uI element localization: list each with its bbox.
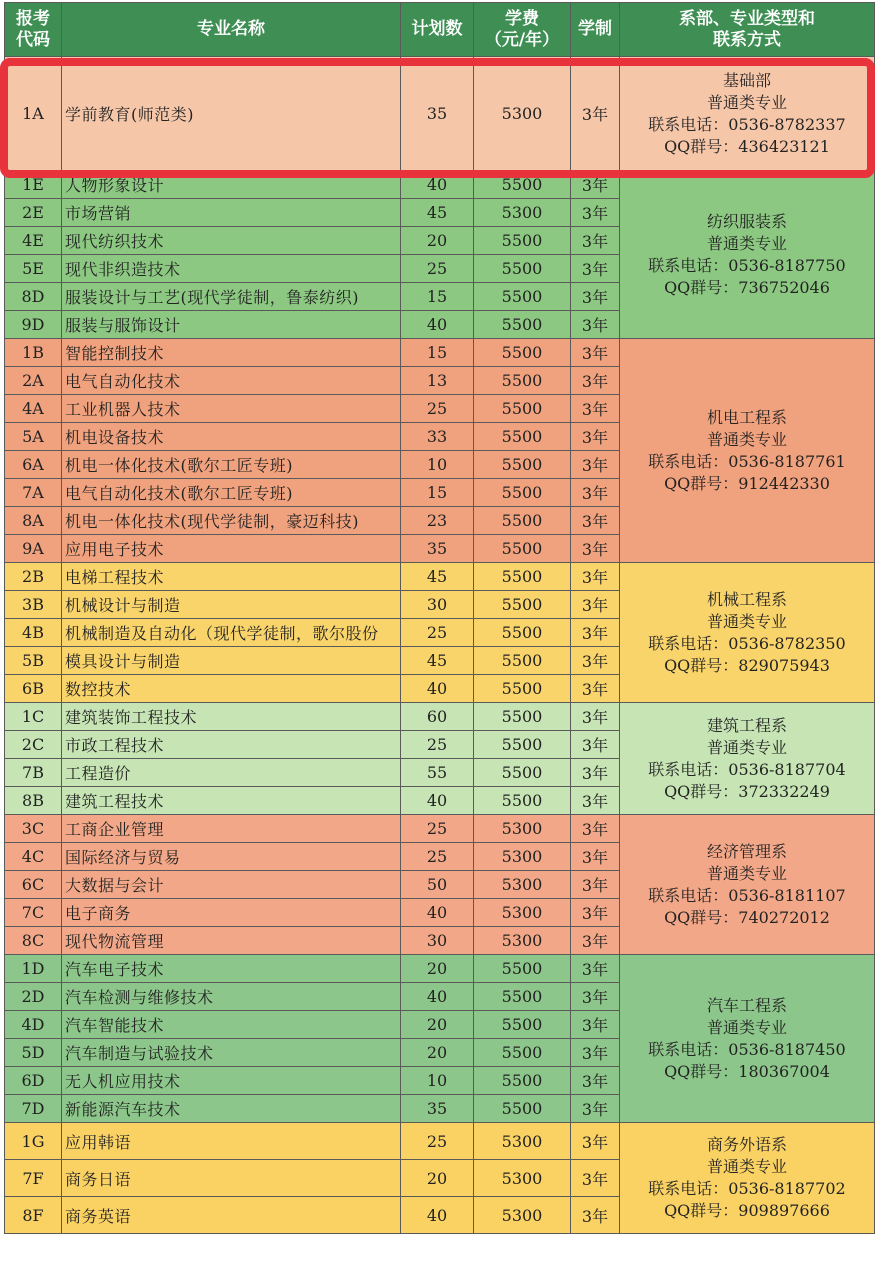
major-name: 工商企业管理 [62, 815, 401, 843]
tuition-fee: 5500 [474, 955, 571, 983]
admission-plan-table [4, 2, 875, 1234]
study-years: 3年 [571, 1067, 620, 1095]
table-row [5, 57, 875, 171]
department-name: 机电工程系 [706, 407, 787, 427]
header-fee [474, 3, 571, 57]
study-years: 3年 [571, 1197, 620, 1234]
major-code: 2D [5, 983, 62, 1011]
plan-count: 20 [401, 955, 474, 983]
study-years: 3年 [571, 983, 620, 1011]
tuition-fee: 5500 [474, 1095, 571, 1123]
plan-count: 25 [401, 731, 474, 759]
department-phone: 联系电话：0536-8187704 [648, 759, 846, 779]
plan-count: 40 [401, 675, 474, 703]
header-years: 学制 [571, 3, 620, 57]
department-name: 商务外语系 [706, 1135, 787, 1154]
table-row [5, 339, 875, 367]
major-code: 7A [5, 479, 62, 507]
major-name: 机电设备技术 [62, 423, 401, 451]
study-years: 3年 [571, 57, 620, 171]
table-body [5, 57, 875, 1234]
major-code: 1D [5, 955, 62, 983]
plan-count: 10 [401, 451, 474, 479]
study-years: 3年 [571, 451, 620, 479]
plan-count: 20 [401, 1160, 474, 1197]
department-info [620, 563, 875, 703]
department-phone: 联系电话：0536-8187450 [648, 1039, 846, 1059]
department-phone: 联系电话：0536-8187761 [648, 451, 846, 471]
plan-count: 25 [401, 815, 474, 843]
plan-count: 20 [401, 1039, 474, 1067]
major-name: 大数据与会计 [62, 871, 401, 899]
major-name: 服装设计与工艺(现代学徒制，鲁泰纺织) [62, 283, 401, 311]
major-name: 商务日语 [62, 1160, 401, 1197]
study-years: 3年 [571, 647, 620, 675]
plan-count: 35 [401, 57, 474, 171]
plan-count: 20 [401, 227, 474, 255]
major-name: 汽车制造与试验技术 [62, 1039, 401, 1067]
major-name: 新能源汽车技术 [62, 1095, 401, 1123]
department-type: 普通类专业 [706, 233, 787, 253]
tuition-fee: 5500 [474, 591, 571, 619]
study-years: 3年 [571, 871, 620, 899]
major-name: 数控技术 [62, 675, 401, 703]
tuition-fee: 5500 [474, 367, 571, 395]
department-type: 普通类专业 [706, 611, 787, 631]
department-name: 机械工程系 [706, 589, 787, 609]
major-name: 应用电子技术 [62, 535, 401, 563]
department-name: 经济管理系 [706, 841, 787, 861]
major-code: 2E [5, 199, 62, 227]
tuition-fee: 5500 [474, 395, 571, 423]
plan-count: 23 [401, 507, 474, 535]
major-name: 建筑工程技术 [62, 787, 401, 815]
study-years: 3年 [571, 507, 620, 535]
tuition-fee: 5500 [474, 731, 571, 759]
study-years: 3年 [571, 703, 620, 731]
table-row [5, 1123, 875, 1160]
major-code: 1G [5, 1123, 62, 1160]
tuition-fee: 5300 [474, 1123, 571, 1160]
major-name: 汽车检测与维修技术 [62, 983, 401, 1011]
department-phone: 联系电话：0536-8181107 [648, 885, 846, 905]
major-code: 3B [5, 591, 62, 619]
major-name: 工业机器人技术 [62, 395, 401, 423]
tuition-fee: 5500 [474, 787, 571, 815]
study-years: 3年 [571, 899, 620, 927]
major-code: 5B [5, 647, 62, 675]
study-years: 3年 [571, 731, 620, 759]
study-years: 3年 [571, 479, 620, 507]
major-code: 9D [5, 311, 62, 339]
major-name: 服装与服饰设计 [62, 311, 401, 339]
study-years: 3年 [571, 1039, 620, 1067]
department-phone: 联系电话：0536-8782337 [648, 114, 846, 134]
major-name: 汽车电子技术 [62, 955, 401, 983]
major-name: 建筑装饰工程技术 [62, 703, 401, 731]
plan-count: 15 [401, 479, 474, 507]
study-years: 3年 [571, 171, 620, 199]
major-name: 商务英语 [62, 1197, 401, 1234]
plan-count: 40 [401, 787, 474, 815]
major-code: 8B [5, 787, 62, 815]
major-code: 5D [5, 1039, 62, 1067]
plan-count: 40 [401, 983, 474, 1011]
study-years: 3年 [571, 1011, 620, 1039]
major-code: 6D [5, 1067, 62, 1095]
major-code: 8F [5, 1197, 62, 1234]
tuition-fee: 5500 [474, 311, 571, 339]
header-dept-line: 系部、专业类型和 [679, 8, 815, 29]
major-name: 智能控制技术 [62, 339, 401, 367]
tuition-fee: 5500 [474, 171, 571, 199]
department-info [620, 1123, 875, 1234]
study-years: 3年 [571, 927, 620, 955]
major-code: 6B [5, 675, 62, 703]
study-years: 3年 [571, 619, 620, 647]
department-type: 普通类专业 [706, 737, 787, 757]
tuition-fee: 5300 [474, 199, 571, 227]
plan-count: 55 [401, 759, 474, 787]
study-years: 3年 [571, 199, 620, 227]
major-code: 4E [5, 227, 62, 255]
department-qq: QQ群号：912442330 [664, 473, 830, 493]
tuition-fee: 5300 [474, 871, 571, 899]
plan-count: 45 [401, 647, 474, 675]
major-code: 1C [5, 703, 62, 731]
major-name: 电气自动化技术(歌尔工匠专班) [62, 479, 401, 507]
department-name: 基础部 [722, 70, 771, 90]
tuition-fee: 5500 [474, 1067, 571, 1095]
tuition-fee: 5300 [474, 899, 571, 927]
major-name: 模具设计与制造 [62, 647, 401, 675]
study-years: 3年 [571, 227, 620, 255]
plan-count: 25 [401, 843, 474, 871]
header-dept-line: 联系方式 [713, 29, 781, 50]
plan-count: 20 [401, 1011, 474, 1039]
header-code-line: 代码 [16, 29, 50, 50]
major-name: 机电一体化技术(现代学徒制，豪迈科技) [62, 507, 401, 535]
plan-count: 15 [401, 339, 474, 367]
major-name: 汽车智能技术 [62, 1011, 401, 1039]
table-row [5, 171, 875, 199]
major-code: 8C [5, 927, 62, 955]
study-years: 3年 [571, 1160, 620, 1197]
major-name: 市政工程技术 [62, 731, 401, 759]
department-info [620, 339, 875, 563]
plan-count: 35 [401, 535, 474, 563]
tuition-fee: 5500 [474, 283, 571, 311]
table-row [5, 815, 875, 843]
major-code: 3C [5, 815, 62, 843]
department-type: 普通类专业 [706, 429, 787, 449]
major-code: 7B [5, 759, 62, 787]
study-years: 3年 [571, 311, 620, 339]
major-code: 5E [5, 255, 62, 283]
major-name: 工程造价 [62, 759, 401, 787]
major-name: 机械制造及自动化（现代学徒制，歌尔股份 [62, 619, 401, 647]
major-code: 8D [5, 283, 62, 311]
department-type: 普通类专业 [706, 92, 787, 112]
study-years: 3年 [571, 787, 620, 815]
plan-count: 33 [401, 423, 474, 451]
department-info [620, 703, 875, 815]
tuition-fee: 5300 [474, 815, 571, 843]
major-code: 5A [5, 423, 62, 451]
study-years: 3年 [571, 843, 620, 871]
plan-count: 25 [401, 619, 474, 647]
header-code [5, 3, 62, 57]
plan-count: 25 [401, 1123, 474, 1160]
tuition-fee: 5500 [474, 563, 571, 591]
study-years: 3年 [571, 367, 620, 395]
study-years: 3年 [571, 591, 620, 619]
major-name: 市场营销 [62, 199, 401, 227]
tuition-fee: 5300 [474, 1160, 571, 1197]
study-years: 3年 [571, 339, 620, 367]
study-years: 3年 [571, 423, 620, 451]
department-info [620, 955, 875, 1123]
study-years: 3年 [571, 535, 620, 563]
study-years: 3年 [571, 675, 620, 703]
tuition-fee: 5500 [474, 759, 571, 787]
study-years: 3年 [571, 759, 620, 787]
tuition-fee: 5500 [474, 703, 571, 731]
plan-count: 30 [401, 927, 474, 955]
plan-count: 25 [401, 395, 474, 423]
tuition-fee: 5500 [474, 339, 571, 367]
study-years: 3年 [571, 955, 620, 983]
tuition-fee: 5500 [474, 535, 571, 563]
tuition-fee: 5500 [474, 227, 571, 255]
header-plan: 计划数 [401, 3, 474, 57]
table-header [5, 3, 875, 57]
study-years: 3年 [571, 283, 620, 311]
header-code-line: 报考 [16, 8, 50, 29]
tuition-fee: 5500 [474, 647, 571, 675]
major-name: 人物形象设计 [62, 171, 401, 199]
department-phone: 联系电话：0536-8782350 [648, 633, 846, 653]
plan-count: 60 [401, 703, 474, 731]
tuition-fee: 5300 [474, 927, 571, 955]
study-years: 3年 [571, 563, 620, 591]
header-dept [620, 3, 875, 57]
department-info [620, 815, 875, 955]
department-name: 汽车工程系 [706, 995, 787, 1015]
table-row [5, 563, 875, 591]
plan-count: 35 [401, 1095, 474, 1123]
plan-count: 25 [401, 255, 474, 283]
study-years: 3年 [571, 395, 620, 423]
major-code: 2A [5, 367, 62, 395]
major-name: 电梯工程技术 [62, 563, 401, 591]
tuition-fee: 5500 [474, 255, 571, 283]
header-fee-line: 学费 [505, 8, 539, 29]
department-name: 纺织服装系 [706, 211, 787, 231]
study-years: 3年 [571, 815, 620, 843]
major-code: 7C [5, 899, 62, 927]
major-name: 现代非织造技术 [62, 255, 401, 283]
tuition-fee: 5300 [474, 57, 571, 171]
major-name: 国际经济与贸易 [62, 843, 401, 871]
major-code: 7F [5, 1160, 62, 1197]
department-name: 建筑工程系 [706, 715, 787, 735]
major-code: 4C [5, 843, 62, 871]
plan-count: 40 [401, 171, 474, 199]
department-info [620, 57, 875, 171]
major-code: 9A [5, 535, 62, 563]
major-name: 电气自动化技术 [62, 367, 401, 395]
tuition-fee: 5500 [474, 675, 571, 703]
major-name: 应用韩语 [62, 1123, 401, 1160]
major-code: 7D [5, 1095, 62, 1123]
major-code: 1A [5, 57, 62, 171]
header-row [5, 3, 875, 57]
department-phone: 联系电话：0536-8187702 [648, 1179, 846, 1198]
major-code: 4B [5, 619, 62, 647]
major-name: 无人机应用技术 [62, 1067, 401, 1095]
tuition-fee: 5500 [474, 1039, 571, 1067]
major-code: 4D [5, 1011, 62, 1039]
major-name: 机电一体化技术(歌尔工匠专班) [62, 451, 401, 479]
study-years: 3年 [571, 1123, 620, 1160]
department-type: 普通类专业 [706, 1017, 787, 1037]
major-code: 2C [5, 731, 62, 759]
department-qq: QQ群号：829075943 [664, 655, 830, 675]
study-years: 3年 [571, 255, 620, 283]
plan-count: 45 [401, 199, 474, 227]
major-name: 学前教育(师范类) [62, 57, 401, 171]
tuition-fee: 5500 [474, 1011, 571, 1039]
plan-count: 40 [401, 1197, 474, 1234]
major-name: 现代物流管理 [62, 927, 401, 955]
major-code: 2B [5, 563, 62, 591]
tuition-fee: 5500 [474, 423, 571, 451]
department-qq: QQ群号：909897666 [664, 1201, 830, 1220]
table-row [5, 955, 875, 983]
major-name: 现代纺织技术 [62, 227, 401, 255]
plan-count: 13 [401, 367, 474, 395]
study-years: 3年 [571, 1095, 620, 1123]
department-type: 普通类专业 [706, 1157, 787, 1176]
header-name: 专业名称 [62, 3, 401, 57]
department-phone: 联系电话：0536-8187750 [648, 255, 846, 275]
plan-count: 50 [401, 871, 474, 899]
tuition-fee: 5500 [474, 983, 571, 1011]
plan-count: 15 [401, 283, 474, 311]
tuition-fee: 5300 [474, 1197, 571, 1234]
department-qq: QQ群号：372332249 [664, 781, 830, 801]
plan-count: 30 [401, 591, 474, 619]
plan-count: 40 [401, 899, 474, 927]
major-name: 机械设计与制造 [62, 591, 401, 619]
plan-count: 45 [401, 563, 474, 591]
department-info [620, 171, 875, 339]
major-code: 6C [5, 871, 62, 899]
department-type: 普通类专业 [706, 863, 787, 883]
major-code: 4A [5, 395, 62, 423]
department-qq: QQ群号：740272012 [664, 907, 830, 927]
major-code: 1B [5, 339, 62, 367]
table-row [5, 703, 875, 731]
header-fee-line: （元/年） [484, 29, 560, 50]
tuition-fee: 5500 [474, 479, 571, 507]
tuition-fee: 5500 [474, 619, 571, 647]
plan-count: 10 [401, 1067, 474, 1095]
major-code: 1E [5, 171, 62, 199]
major-code: 6A [5, 451, 62, 479]
tuition-fee: 5300 [474, 843, 571, 871]
plan-count: 40 [401, 311, 474, 339]
department-qq: QQ群号：436423121 [664, 136, 830, 156]
major-code: 8A [5, 507, 62, 535]
major-name: 电子商务 [62, 899, 401, 927]
tuition-fee: 5500 [474, 451, 571, 479]
tuition-fee: 5500 [474, 507, 571, 535]
department-qq: QQ群号：180367004 [664, 1061, 830, 1081]
department-qq: QQ群号：736752046 [664, 277, 830, 297]
